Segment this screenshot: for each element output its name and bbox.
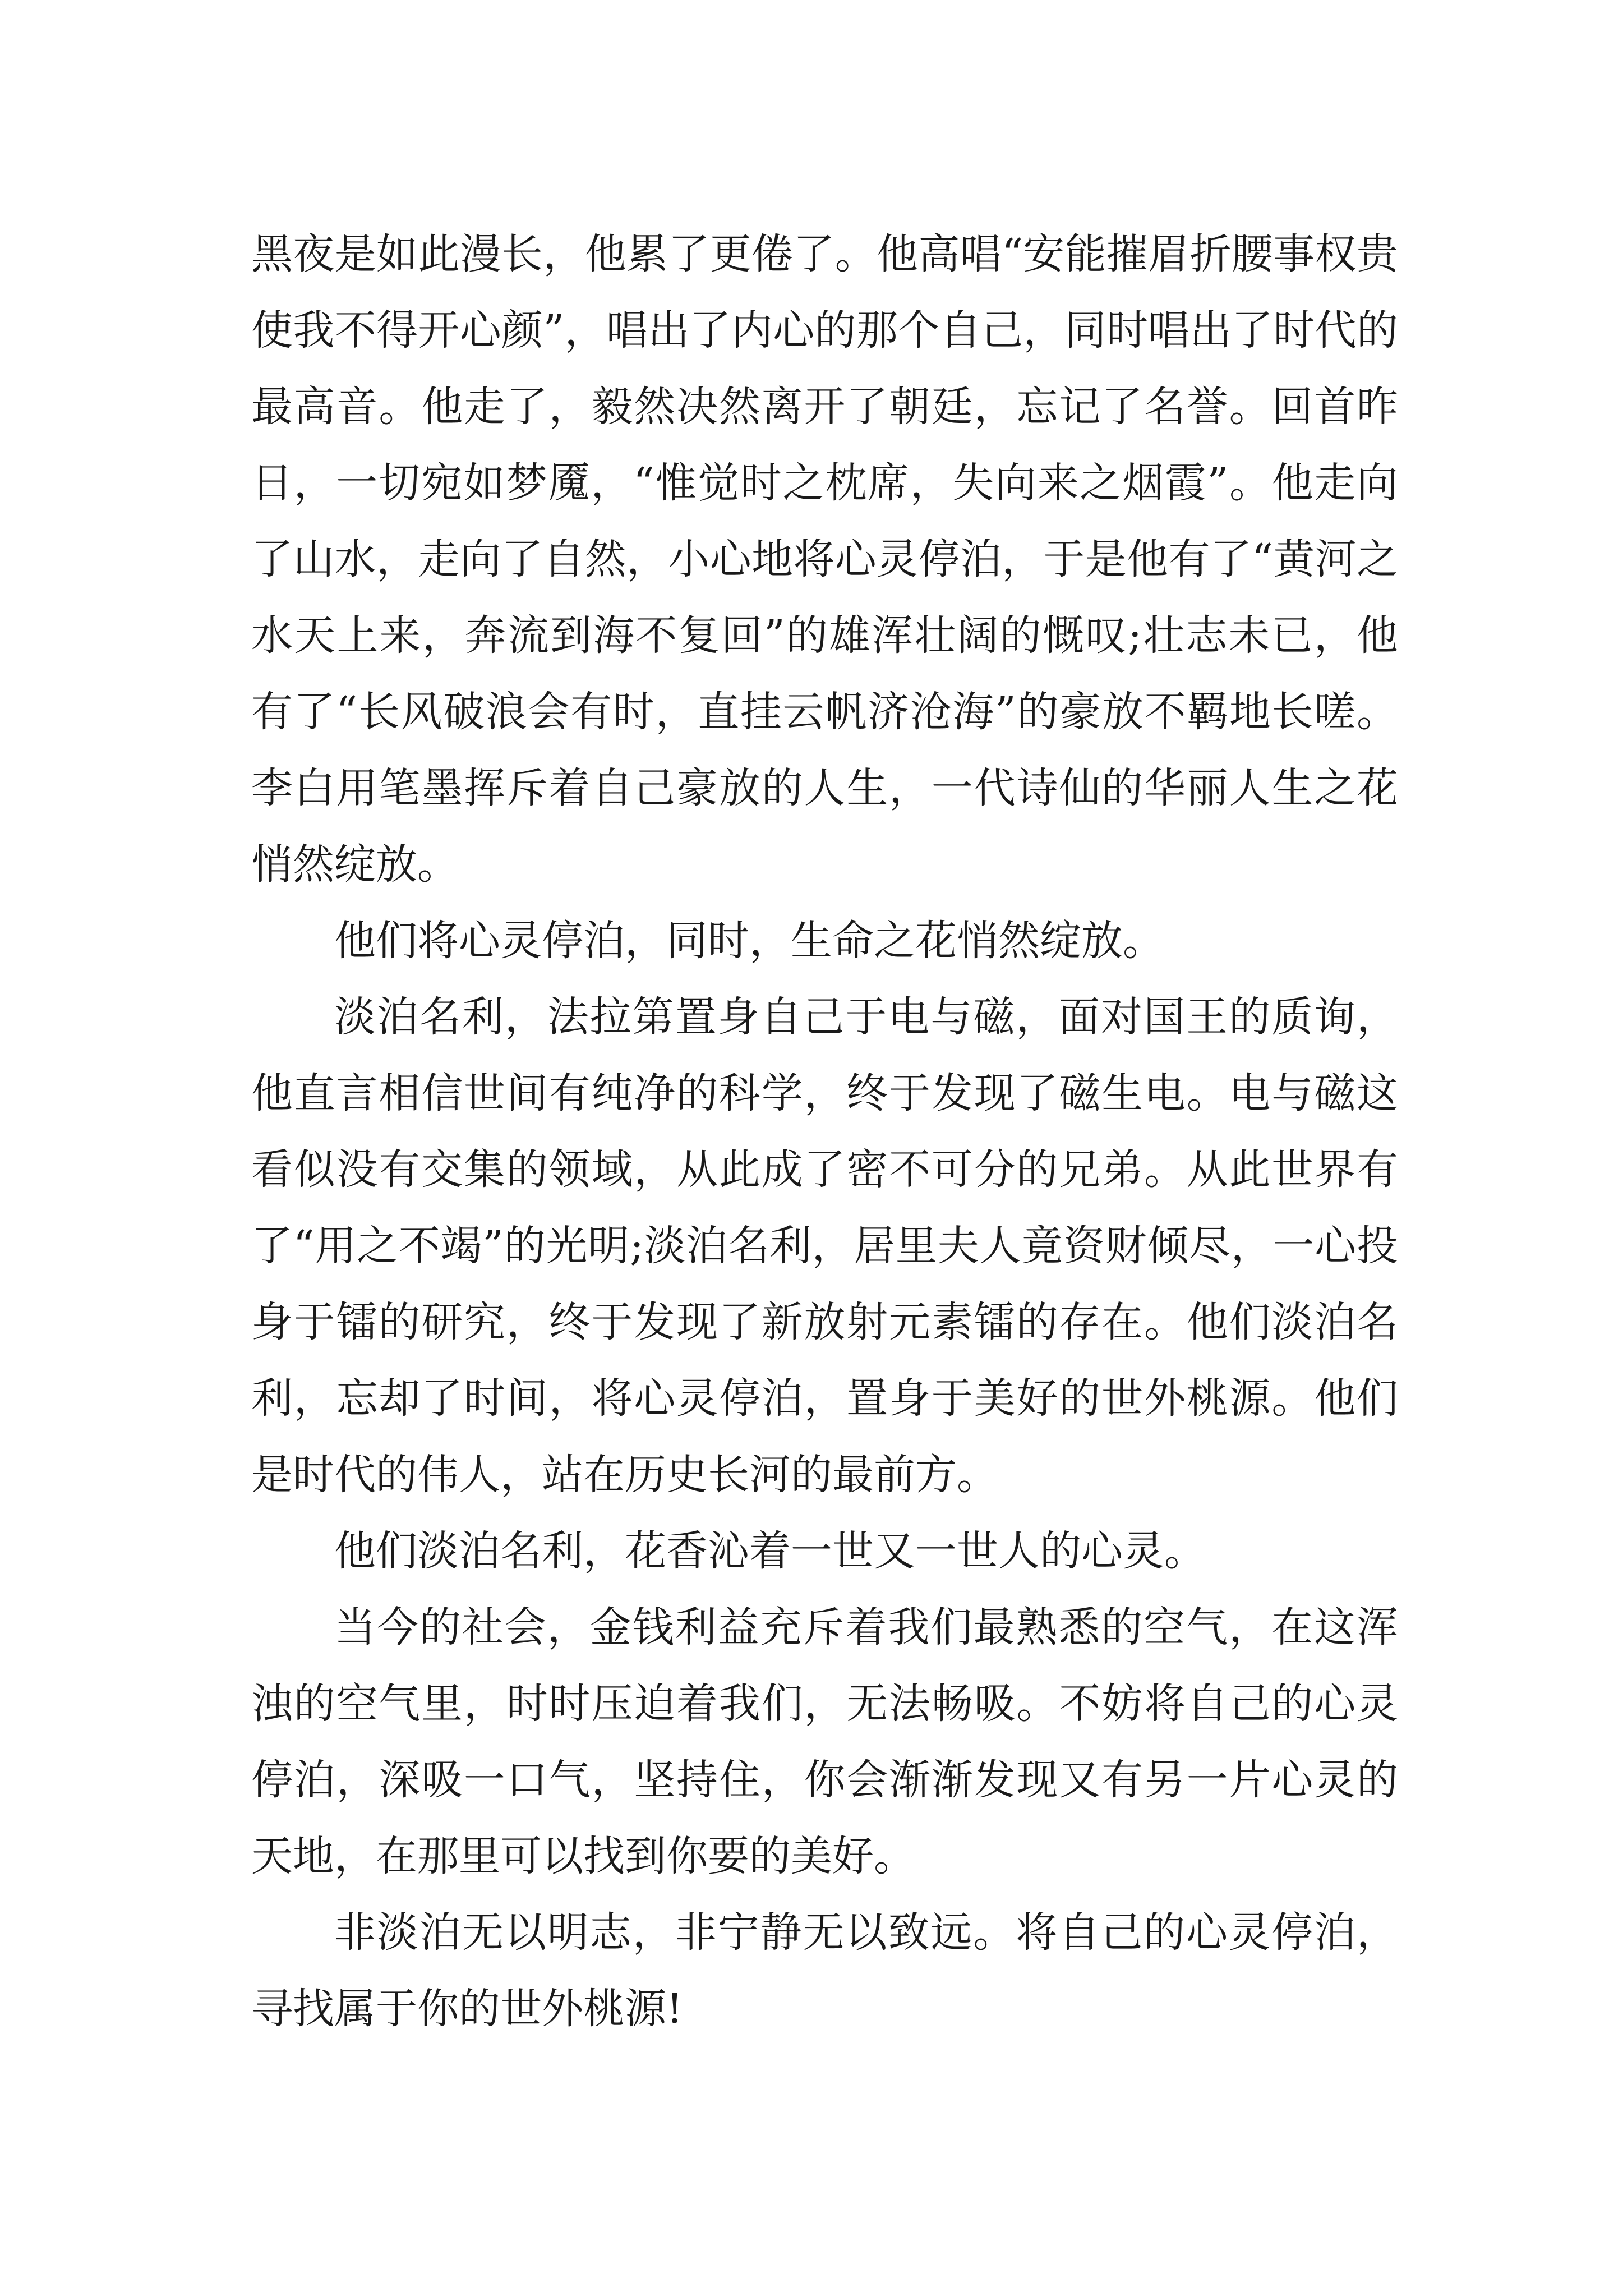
paragraph-continuation: 黑夜是如此漫长，他累了更倦了。他高唱“安能摧眉折腰事权贵使我不得开心颜”，唱出了内心的那个自己，同时唱出了时代的最高音。他走了，毅然决然离开了朝廷，忘记了名誉。回首昨日，一切宛如梦魇，“惟觉时之枕席，失向来之烟霞”。他走向了山水，走向了自然，小心地将心灵停泊，于是他有了“黄河之水天上来，奔流到海不复回”的雄浑壮阔的慨叹;壮志未已，他有了“长风破浪会有时，直挂云帆济沧海”的豪放不羁地长嗟。李白用笔墨挥斥着自己豪放的人生，一代诗仙的华丽人生之花悄然绽放。 — [251, 230, 1398, 889]
essay-body — [251, 216, 1398, 2047]
paragraph: 当今的社会，金钱利益充斥着我们最熟悉的空气，在这浑浊的空气里，时时压迫着我们，无法畅吸。不妨将自己的心灵停泊，深吸一口气，坚持住，你会渐渐发现又有另一片心灵的天地，在那里可以找到你要的美好。 — [251, 1603, 1398, 1880]
paragraph: 淡泊名利，法拉第置身自己于电与磁，面对国王的质询，他直言相信世间有纯净的科学，终于发现了磁生电。电与磁这看似没有交集的领域，从此成了密不可分的兄弟。从此世界有了“用之不竭”的光明;淡泊名利，居里夫人竟资财倾尽，一心投身于镭的研究，终于发现了新放射元素镭的存在。他们淡泊名利，忘却了时间，将心灵停泊，置身于美好的世外桃源。他们是时代的伟人，站在历史长河的最前方。 — [251, 993, 1398, 1499]
paragraph: 他们淡泊名利，花香沁着一世又一世人的心灵。 — [334, 1527, 1206, 1575]
paragraph-conclusion: 非淡泊无以明志，非宁静无以致远。将自己的心灵停泊，寻找属于你的世外桃源! — [251, 1908, 1398, 2033]
paragraph: 他们将心灵停泊，同时，生命之花悄然绽放。 — [334, 917, 1164, 965]
